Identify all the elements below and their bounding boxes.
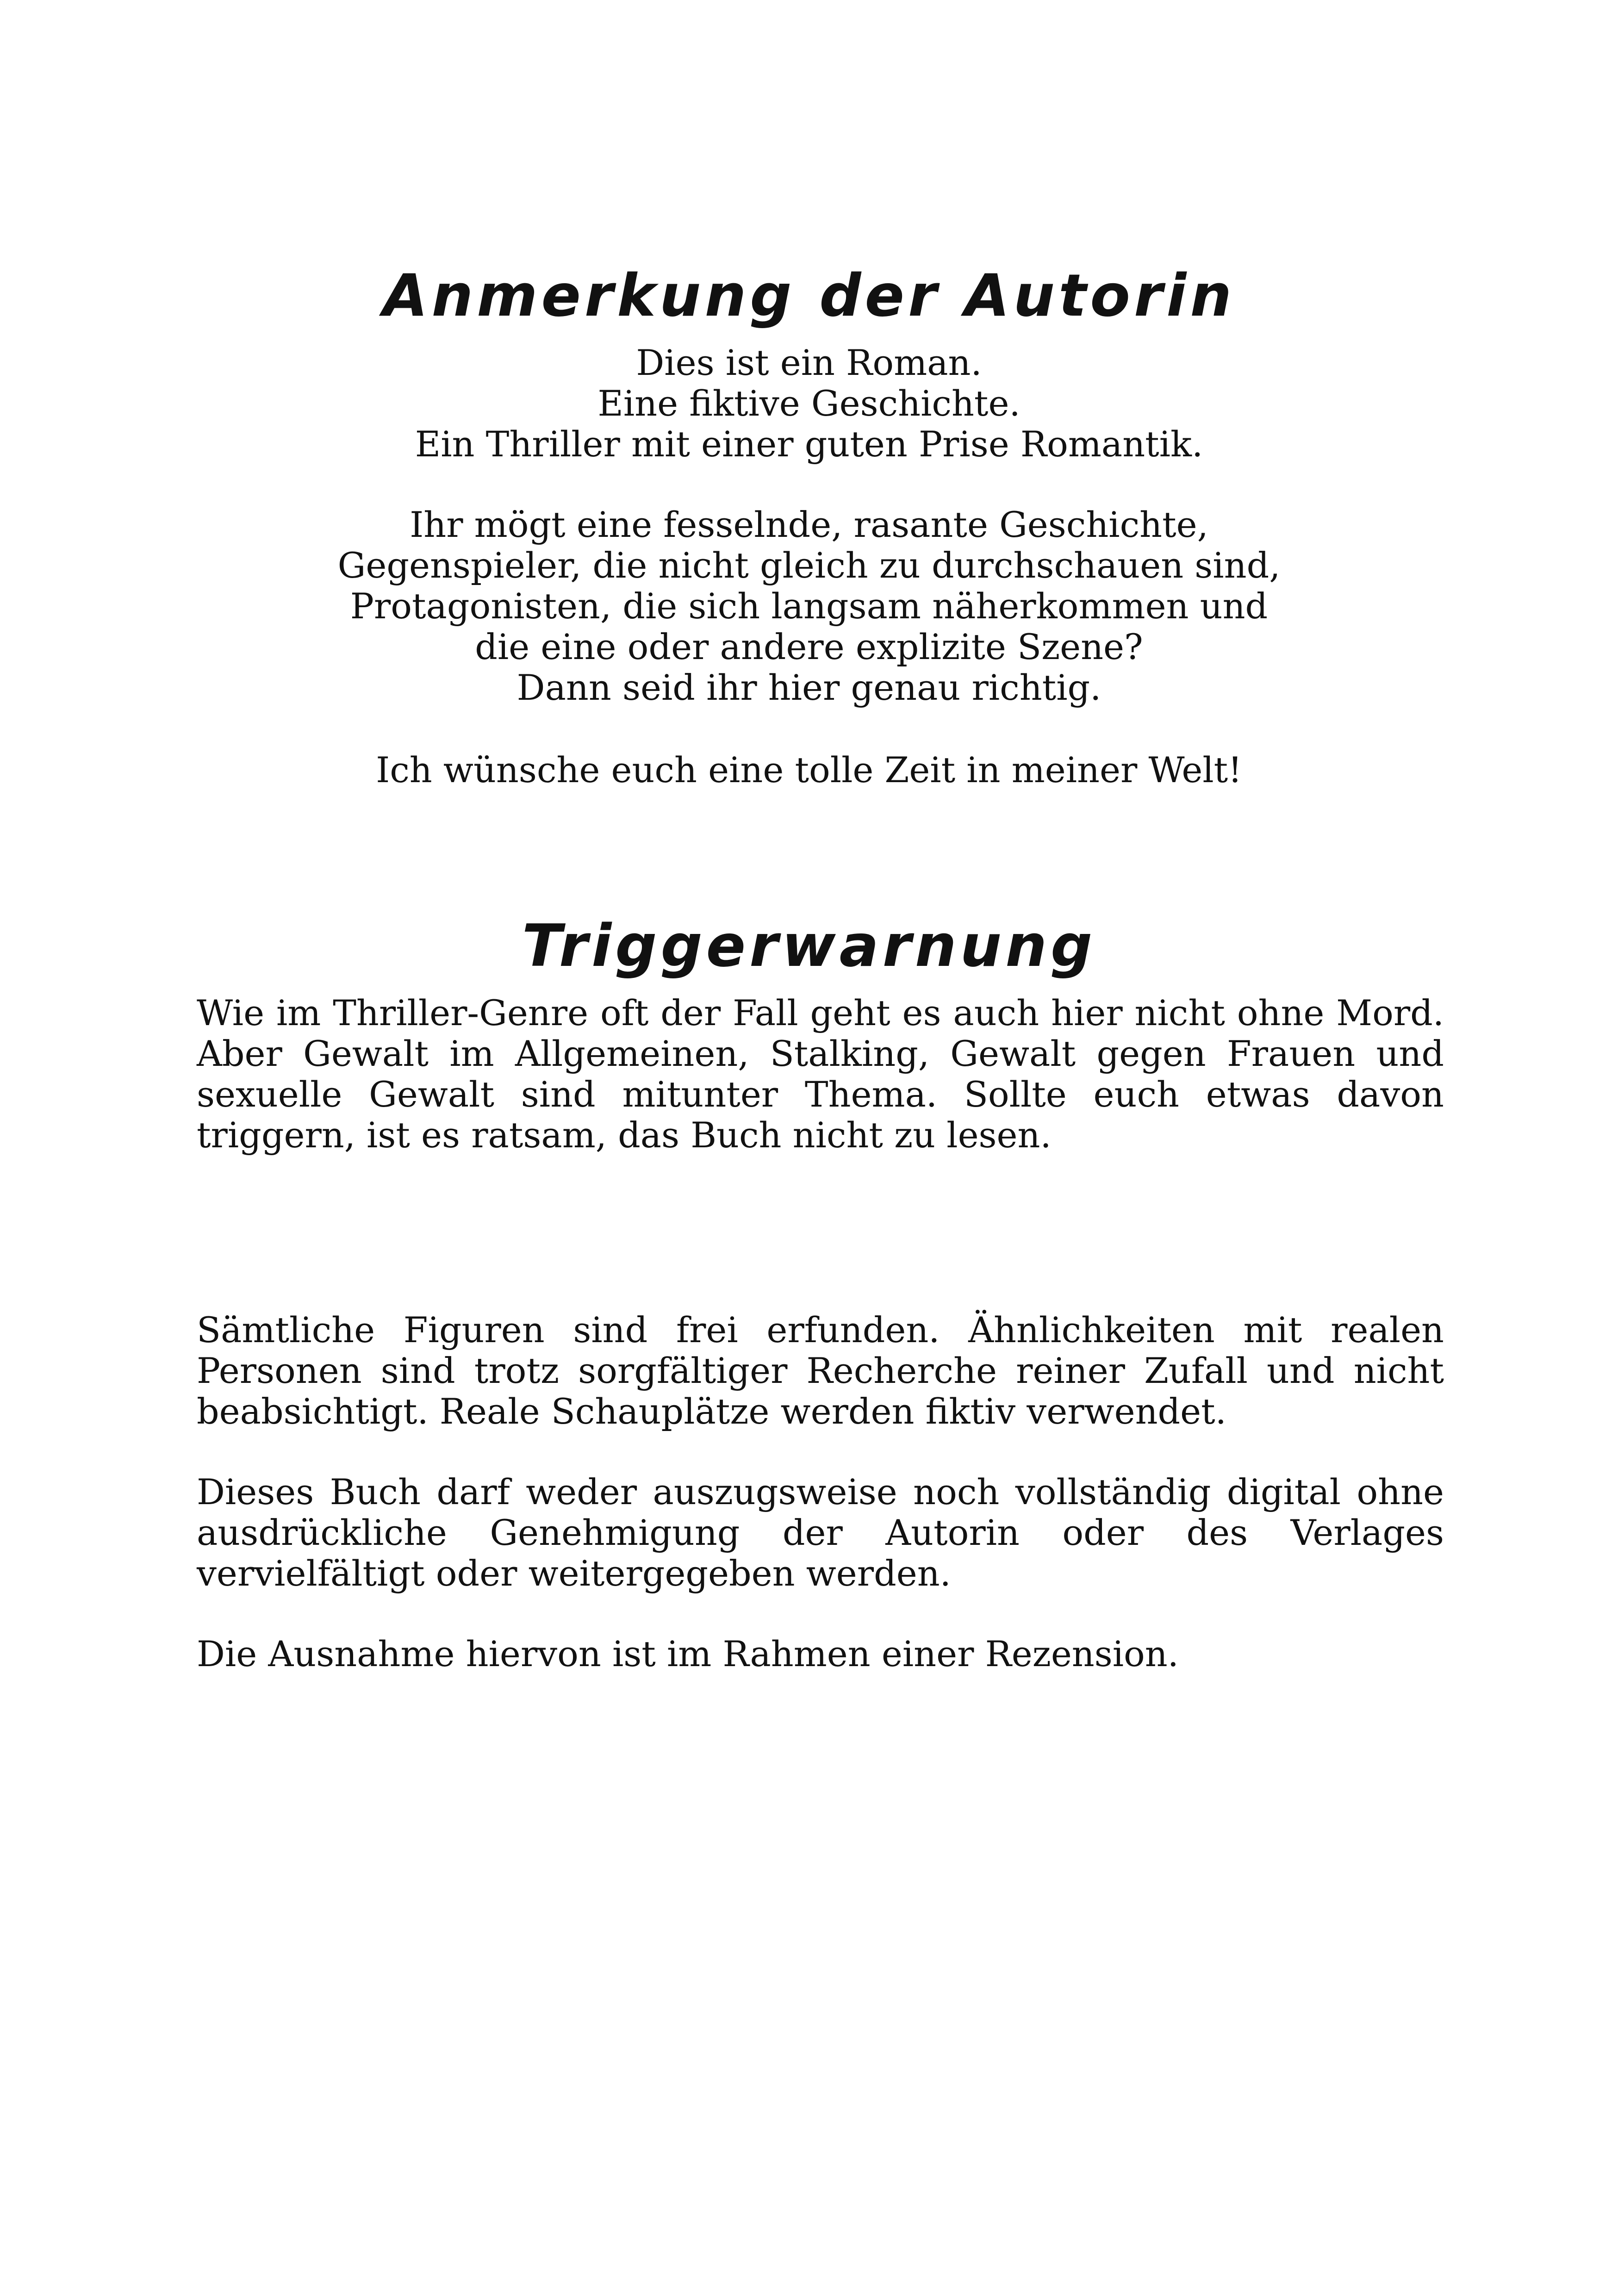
note-line: Dies ist ein Roman. (636, 342, 982, 383)
legal-paragraph: Dieses Buch darf weder auszugsweise noch vollständig digital ohne ausdrückliche Genehmigung der Autorin oder des Verlages vervielfältigt oder weitergegeben werden. (197, 1471, 1444, 1594)
trigger-warning-paragraph: Wie im Thriller-Genre oft der Fall geht es auch hier nicht ohne Mord. Aber Gewalt im Allgemeinen, Stalking, Gewalt gegen Frauen und sexuelle Gewalt sind mitunter Thema. Sollte euch etwas davon triggern, ist es ratsam, das Buch nicht zu lesen. (197, 992, 1444, 1156)
author-note-stanza-1 (0, 342, 1618, 465)
note-line: die eine oder andere explizite Szene? (475, 626, 1143, 667)
legal-paragraph-1 (197, 1310, 1444, 1432)
note-line: Ein Thriller mit einer guten Prise Romantik. (415, 423, 1203, 465)
legal-paragraph: Sämtliche Figuren sind frei erfunden. Ähnlichkeiten mit realen Personen sind trotz sorgfältiger Recherche reiner Zufall und nicht beabsichtigt. Reale Schauplätze werden fiktiv verwendet. (197, 1309, 1444, 1432)
note-line: Dann seid ihr hier genau richtig. (517, 667, 1101, 708)
note-line: Gegenspieler, die nicht gleich zu durchschauen sind, (337, 545, 1281, 586)
note-line: Eine fiktive Geschichte. (597, 383, 1021, 424)
trigger-warning-heading: Triggerwarnung (522, 912, 1096, 980)
note-line: Protagonisten, die sich langsam näherkommen und (350, 585, 1268, 627)
author-note-stanza-2 (0, 504, 1618, 708)
note-line: Ich wünsche euch eine tolle Zeit in meiner Welt! (376, 749, 1242, 790)
legal-paragraph: Die Ausnahme hiervon ist im Rahmen einer Rezension. (197, 1633, 1179, 1674)
note-line: Ihr mögt eine fesselnde, rasante Geschichte, (410, 504, 1208, 545)
legal-paragraph-2 (197, 1472, 1444, 1594)
author-note-stanza-3 (0, 750, 1618, 790)
legal-paragraph-3 (197, 1634, 1444, 1674)
trigger-warning-text (197, 993, 1444, 1156)
author-note-heading: Anmerkung der Autorin (382, 261, 1236, 330)
